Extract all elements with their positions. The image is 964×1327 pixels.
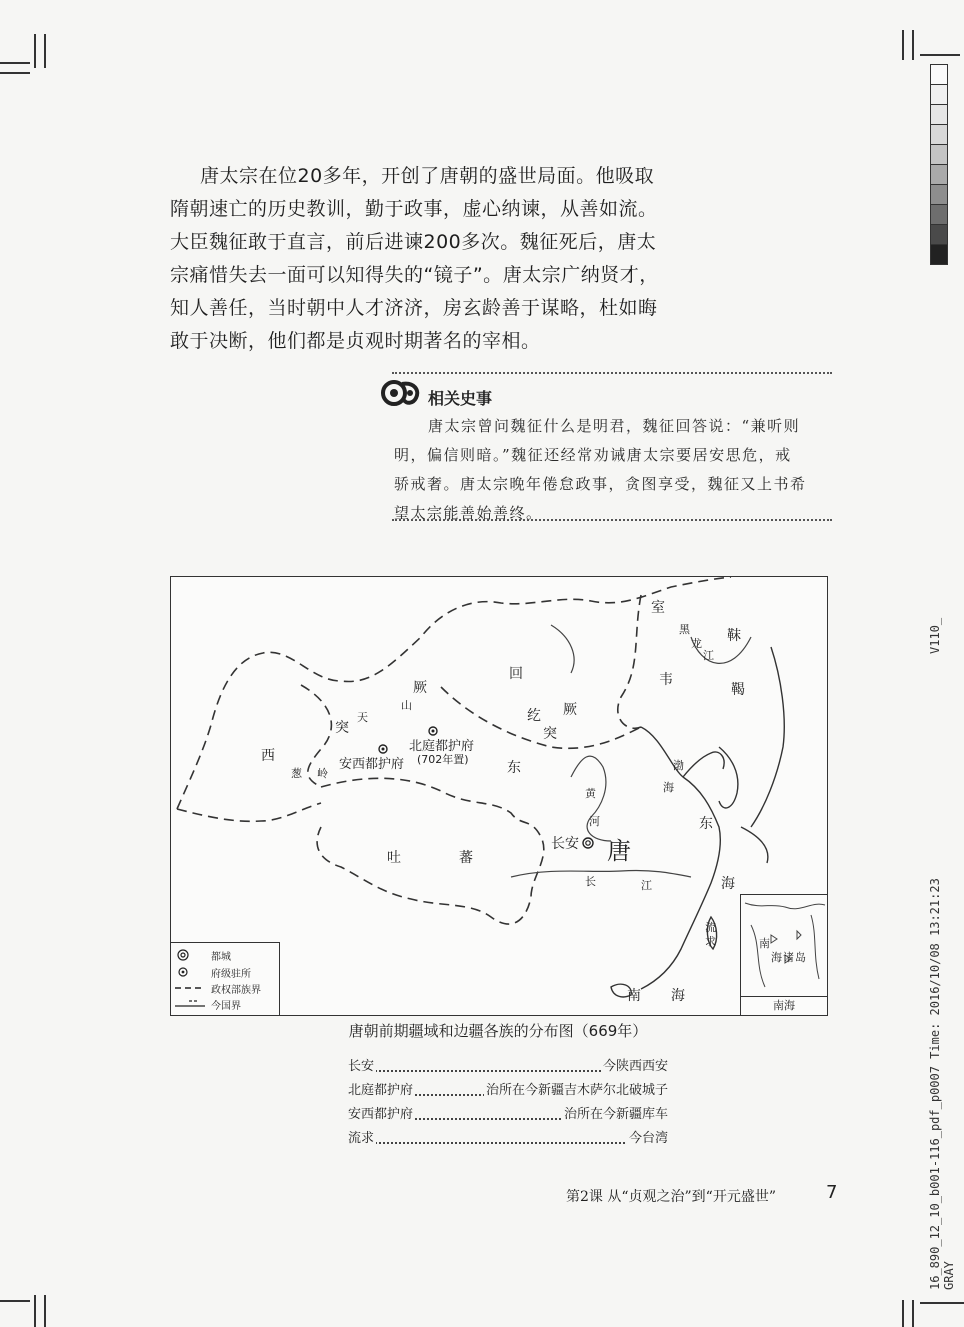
south-sea-inset (740, 894, 827, 1015)
map-label-tujue: 突 (543, 726, 557, 742)
map-caption: 唐朝前期疆域和边疆各族的分布图（669年） (348, 1022, 648, 1040)
print-code: V110_ (928, 617, 942, 654)
glossary-row (348, 1103, 668, 1127)
leader-dots (348, 1142, 668, 1144)
crop-mark (912, 1300, 914, 1327)
map-label-donghai: 东 (699, 816, 713, 832)
legend-label: 政权部族界 (211, 985, 261, 996)
map-label-mohe: 靺 (727, 628, 741, 644)
inset-map (741, 895, 827, 997)
crop-mark (34, 1295, 36, 1327)
map-label-shiwei: 室 (651, 600, 665, 616)
paragraph-line: 隋朝速亡的历史教训，勤于政事，虚心纳谏，从善如流。 (170, 198, 658, 220)
sidebox-line: 望太宗能善始善终。 (394, 504, 543, 522)
crop-mark (44, 1295, 46, 1327)
crop-mark (0, 62, 30, 64)
legend-item (175, 964, 277, 980)
main-paragraph (170, 160, 670, 358)
glossary-row (348, 1079, 668, 1103)
glossary-definition: 治所在今新疆库车 (562, 1103, 668, 1127)
sidebox-title: 相关史事 (428, 389, 493, 408)
map-label-changjiang: 江 (641, 879, 652, 892)
glossary-row (348, 1055, 668, 1079)
map-label-river: 龙 (691, 637, 702, 650)
inset-label-islands: 岛 (795, 951, 806, 964)
modern-border-icon (175, 996, 205, 1012)
map-label-changan: 长安 (551, 836, 579, 852)
map-label-beiting: 北庭都护府 (409, 739, 475, 754)
regime-border-icon (175, 980, 205, 996)
paragraph-line: 宗痛惜失去一面可以知得失的“镜子”。唐太宗广纳贤才， (170, 264, 659, 286)
glossary-definition: 今陕西西安 (601, 1055, 668, 1079)
paragraph-line: 知人善任，当时朝中人才济济，房玄龄善于谋略，杜如晦 (170, 297, 658, 319)
paragraph-line: 唐太宗在位20多年，开创了唐朝的盛世局面。他吸取 (200, 165, 655, 187)
map-label-tang: 唐 (607, 837, 631, 865)
page-number: 7 (826, 1182, 838, 1203)
glossary-term: 长安 (348, 1055, 376, 1079)
legend-item (175, 980, 277, 996)
map-label-tujue: 突 (335, 720, 349, 736)
sidebox-top-rule (392, 372, 832, 374)
sidebox-line: 明，偏信则暗。”魏征还经常劝诫唐太宗要居安思危，戒 (394, 446, 792, 464)
map-label-river: 江 (703, 649, 714, 662)
sidebox-line: 骄戒奢。唐太宗晚年倦怠政事，贪图享受，魏征又上书希 (394, 475, 807, 493)
map-label-river: 黑 (679, 623, 690, 636)
legend-label: 府级驻所 (211, 969, 251, 980)
glossary-term: 安西都护府 (348, 1103, 415, 1127)
inset-label: 南海 (741, 996, 827, 1015)
map-label-tubo: 吐 (387, 850, 401, 866)
lesson-footer: 第2课 从“贞观之治”到“开元盛世” (566, 1189, 776, 1205)
print-gray-label: GRAY (942, 1261, 956, 1290)
crop-mark (920, 54, 960, 56)
map-label-bohai: 渤 (673, 759, 684, 772)
map-label-tianshan: 山 (401, 699, 412, 712)
inset-label-islands: 南 (759, 937, 770, 950)
map-label-changjiang: 长 (585, 875, 596, 888)
map-label-dong: 东 (507, 760, 521, 776)
legend-label: 今国界 (211, 1001, 241, 1012)
glossary-term: 流求 (348, 1127, 376, 1151)
map-label-bohai: 海 (663, 781, 674, 794)
crop-mark (902, 30, 904, 60)
map-label-tianshan: 天 (357, 711, 368, 724)
map-label-huihe: 回 (509, 666, 523, 682)
glossary-term: 北庭都护府 (348, 1079, 415, 1103)
map-label-wei: 韦 (659, 672, 673, 688)
map-label-congling: 岭 (317, 767, 328, 780)
glossary (348, 1055, 668, 1151)
crop-mark (912, 30, 914, 60)
legend-item (175, 947, 277, 963)
crop-mark (34, 34, 36, 68)
map-label-tujue: 厥 (413, 680, 427, 696)
glossary-row (348, 1127, 668, 1151)
print-timestamp: 16_890_12_10_b001-116_pdf_p0007 Time: 2016/10/08 13:21:23 (928, 878, 942, 1290)
paragraph-line: 大臣魏征敢于直言，前后进谏200多次。魏征死后，唐太 (170, 231, 657, 253)
legend-item (175, 996, 277, 1012)
inset-label-islands: 诸 (783, 951, 794, 964)
crop-mark (0, 72, 30, 74)
crop-mark (902, 1300, 904, 1327)
map-label-huanghe: 黄 (585, 787, 596, 800)
map-label-congling: 葱 (291, 767, 302, 780)
map-legend (171, 942, 280, 1015)
crop-mark (44, 34, 46, 68)
crop-mark (920, 1302, 964, 1304)
prefecture-icon (175, 964, 205, 980)
capital-icon (175, 947, 205, 963)
map-label-liuqiu: 流 (705, 921, 716, 934)
crop-mark (0, 1300, 30, 1302)
glossary-definition: 今台湾 (627, 1127, 668, 1151)
sidebox-icon (380, 376, 424, 410)
map-label-beiting-note: (702年置) (417, 753, 469, 766)
glossary-definition: 治所在今新疆吉木萨尔北破城子 (484, 1079, 668, 1103)
legend-label: 都城 (211, 952, 231, 963)
sidebox-body (394, 412, 834, 528)
map-label-tujue: 厥 (563, 702, 577, 718)
map-label-donghai: 海 (721, 876, 735, 892)
map-label-huanghe: 河 (589, 815, 600, 828)
map-label-xi: 西 (261, 748, 275, 764)
map-label-mohe: 鞨 (731, 682, 745, 698)
paragraph-line: 敢于决断，他们都是贞观时期著名的宰相。 (170, 330, 541, 352)
sidebox-line: 唐太宗曾问魏征什么是明君，魏征回答说：“兼听则 (428, 417, 801, 435)
map-label-nanhai: 南 (627, 988, 641, 1004)
changan-capital-icon (583, 838, 593, 848)
map-label-nanhai: 海 (671, 988, 685, 1004)
map-label-liuqiu: 求 (705, 935, 716, 948)
sidebox-bottom-rule (392, 519, 832, 521)
map-label-tubo: 蕃 (459, 850, 473, 866)
map-label-huihe: 纥 (527, 708, 541, 724)
map-label-anxi: 安西都护府 (339, 757, 405, 772)
inset-label-islands: 海 (771, 951, 782, 964)
tang-map (170, 576, 828, 1016)
calibration-bar (930, 64, 948, 265)
